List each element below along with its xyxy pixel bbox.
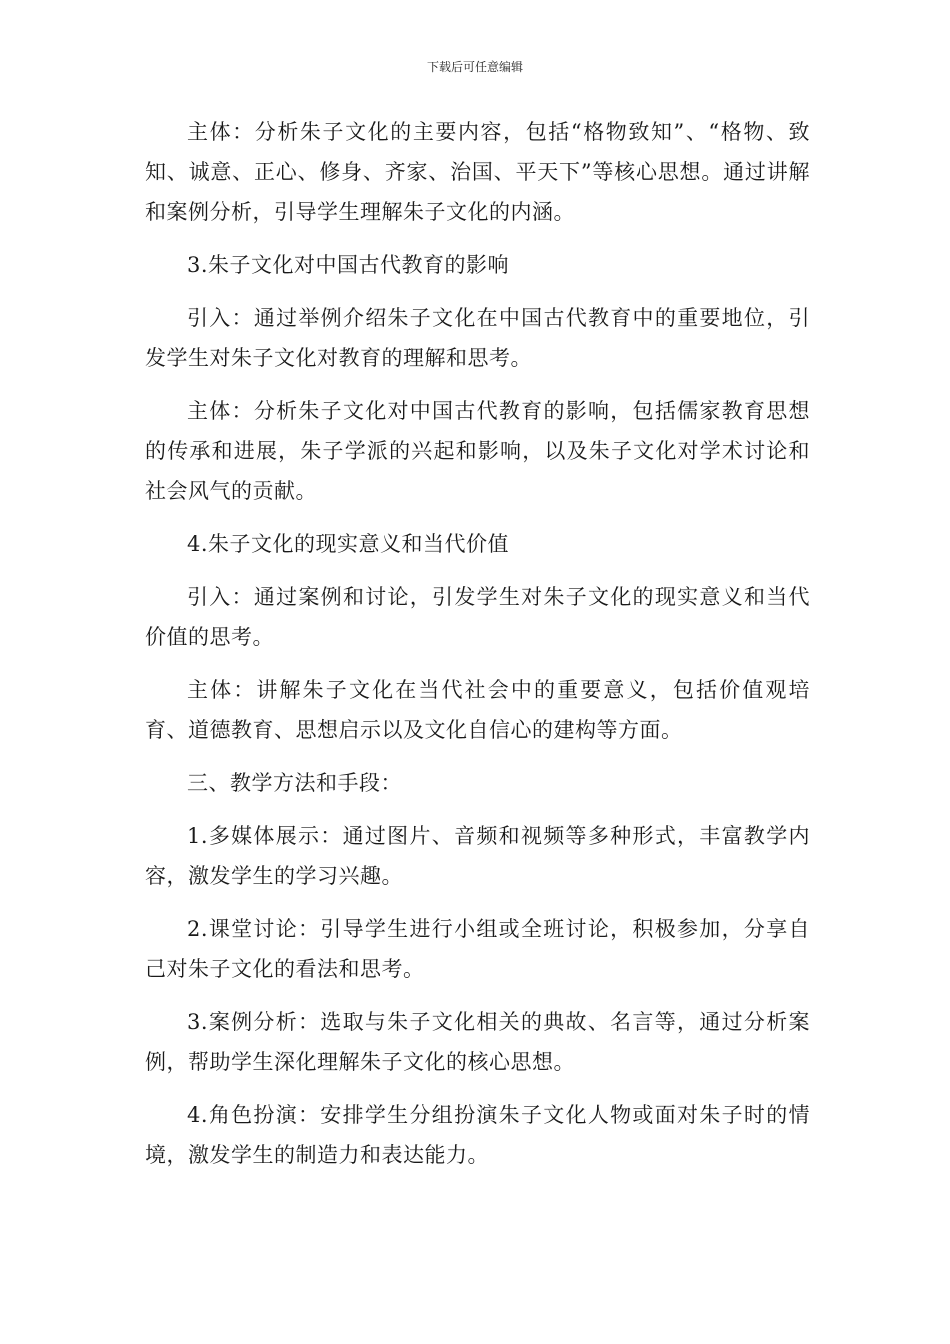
paragraph-main-modern: 主体：讲解朱子文化在当代社会中的重要意义，包括价值观培育、道德教育、思想启示以及文化自信心的建构等方面。 [145,678,810,742]
section-heading-modern-value: 4.朱子文化的现实意义和当代价值 [187,532,510,556]
list-item-case-analysis: 3.案例分析：选取与朱子文化相关的典故、名言等，通过分析案例，帮助学生深化理解朱子文化的核心思想。 [145,1010,810,1074]
paragraph-intro-modern: 引入：通过案例和讨论，引发学生对朱子文化的现实意义和当代价值的思考。 [145,585,810,649]
paragraph-main-content: 主体：分析朱子文化的主要内容，包括“格物致知”、“格物、致知、诚意、正心、修身、齐家、治国、平天下”等核心思想。通过讲解和案例分析，引导学生理解朱子文化的内涵。 [145,120,810,224]
paragraph-intro-education: 引入：通过举例介绍朱子文化在中国古代教育中的重要地位，引发学生对朱子文化对教育的理解和思考。 [145,306,810,370]
list-item-role-play: 4.角色扮演：安排学生分组扮演朱子文化人物或面对朱子时的情境，激发学生的制造力和表达能力。 [145,1103,810,1167]
section-heading-education-influence: 3.朱子文化对中国古代教育的影响 [187,253,510,277]
page-header: 下载后可任意编辑 [426,60,523,74]
paragraph-main-education: 主体：分析朱子文化对中国古代教育的影响，包括儒家教育思想的传承和进展，朱子学派的兴起和影响，以及朱子文化对学术讨论和社会风气的贡献。 [145,399,810,503]
document-body [145,112,810,1188]
list-item-multimedia: 1.多媒体展示：通过图片、音频和视频等多种形式，丰富教学内容，激发学生的学习兴趣。 [145,824,810,888]
section-heading-teaching-methods: 三、教学方法和手段： [187,771,402,795]
list-item-discussion: 2.课堂讨论：引导学生进行小组或全班讨论，积极参加，分享自己对朱子文化的看法和思考。 [145,917,810,981]
